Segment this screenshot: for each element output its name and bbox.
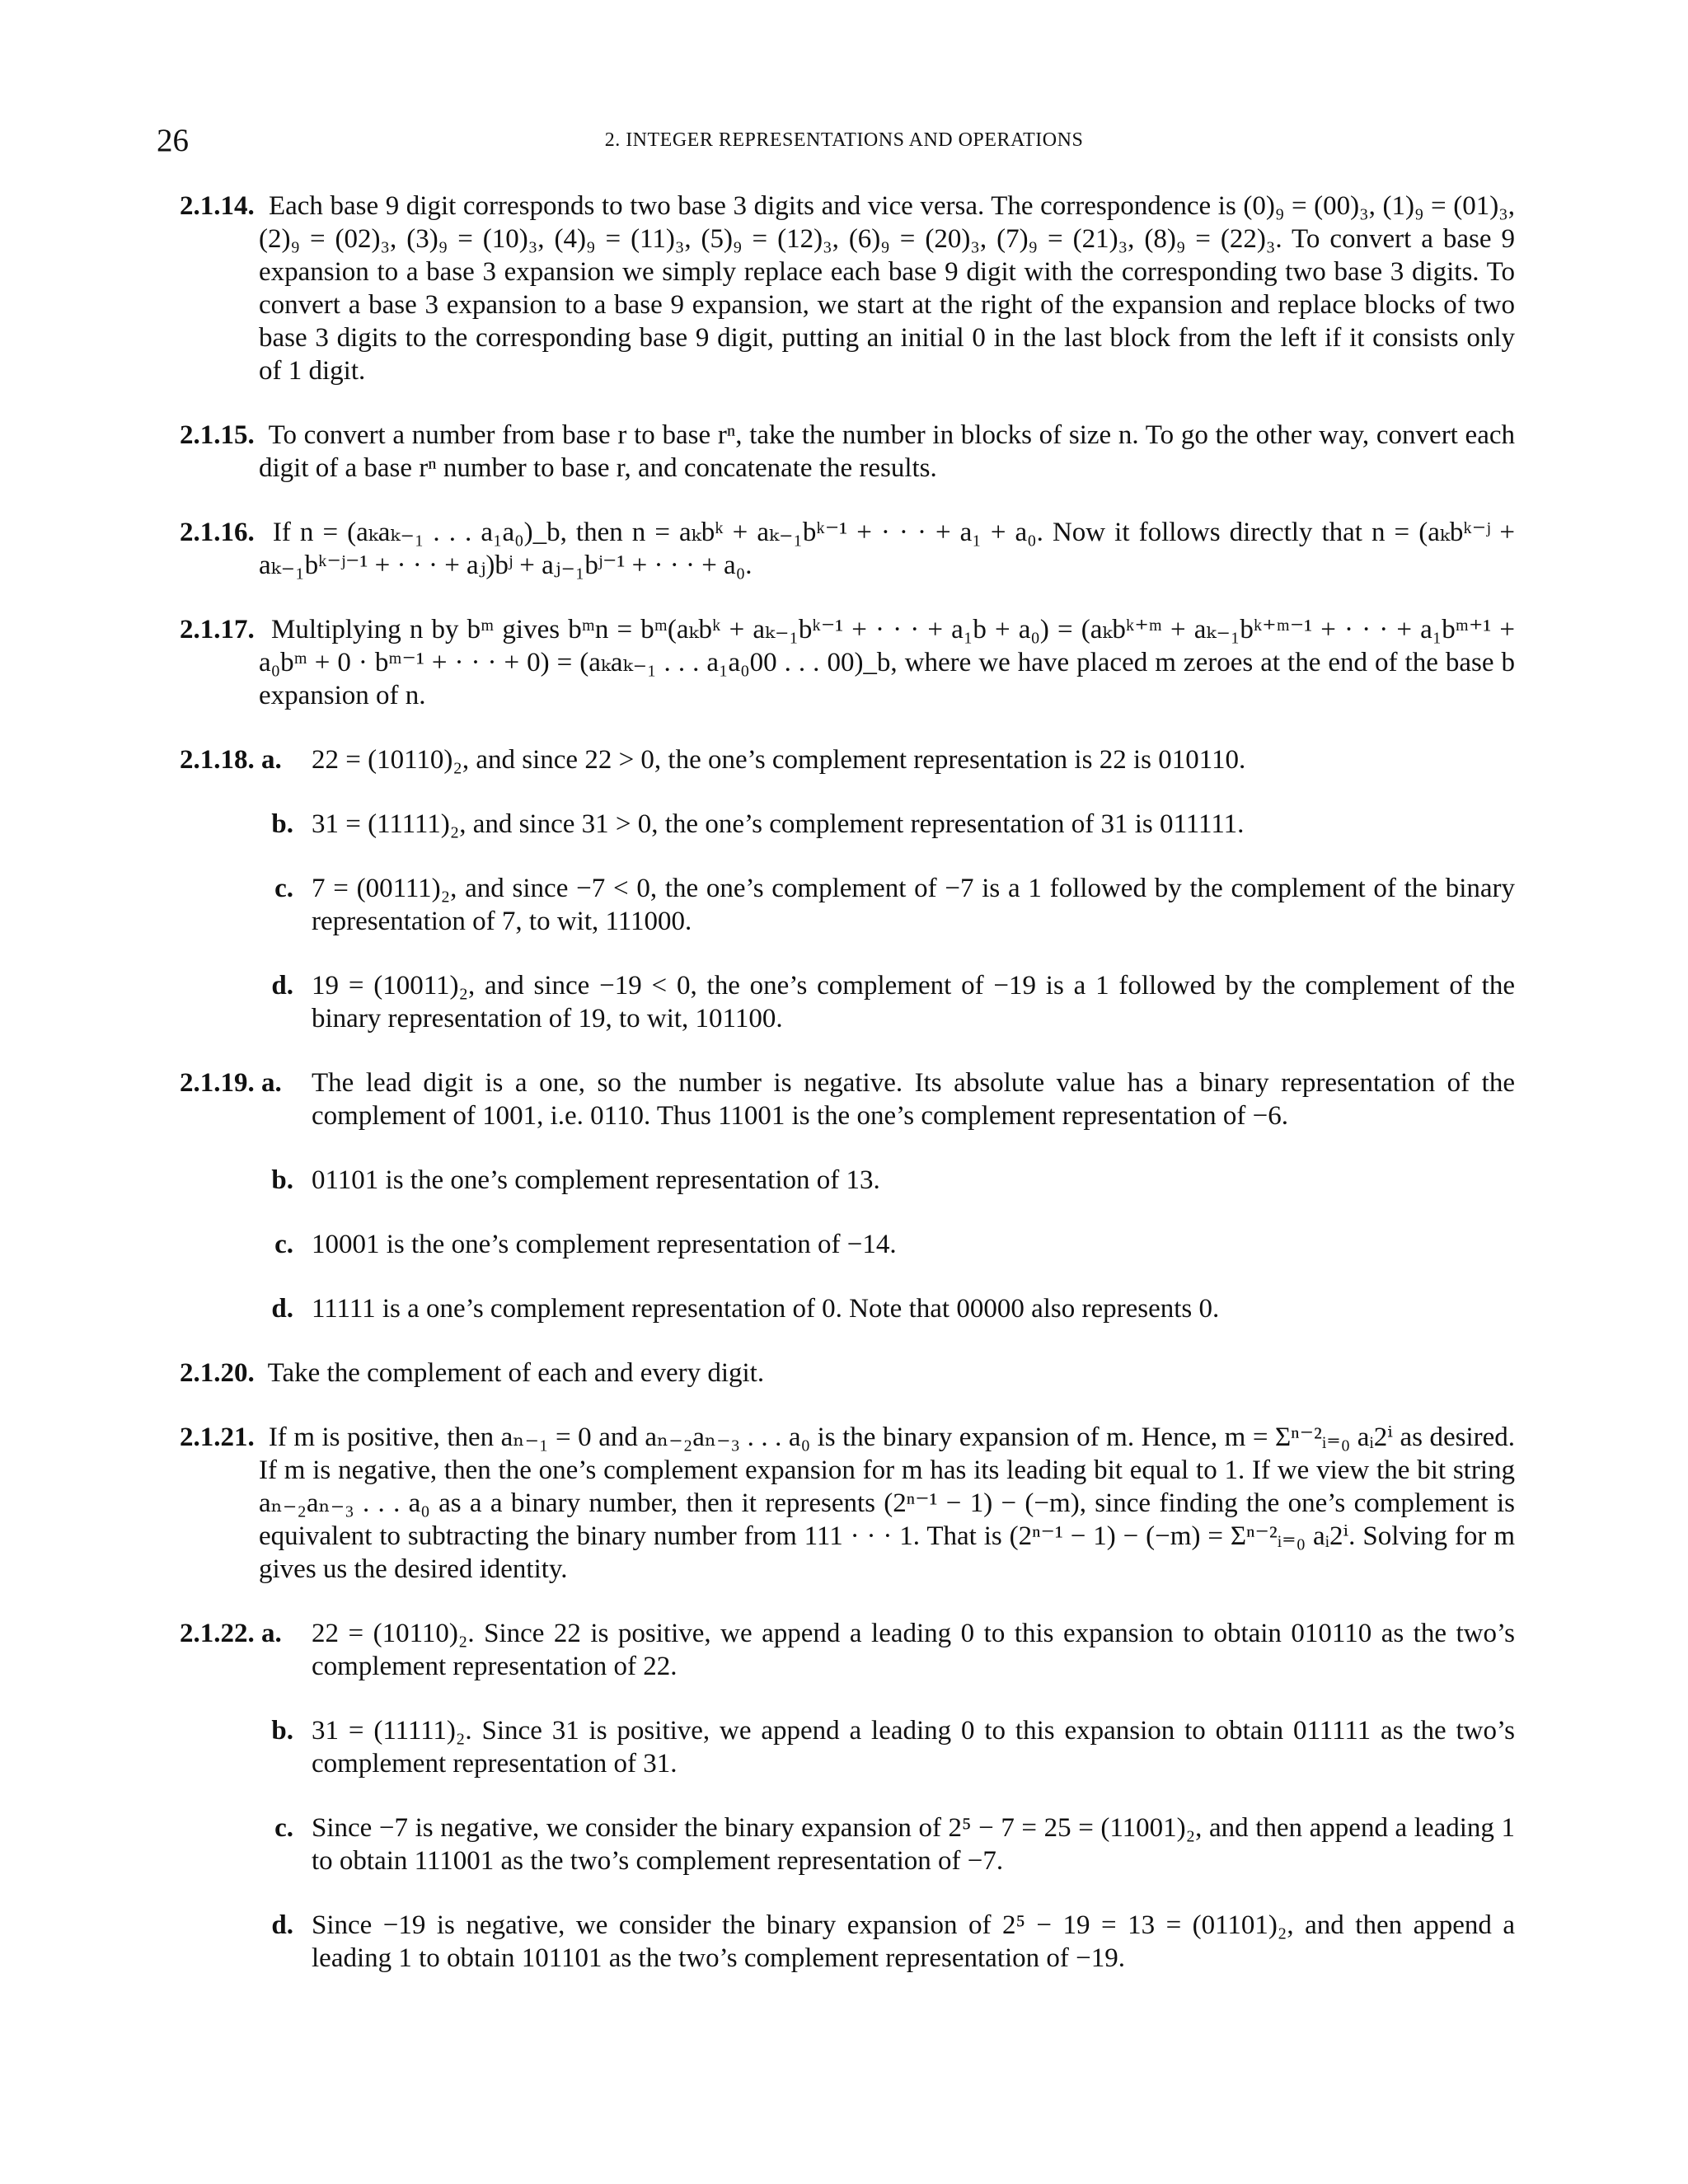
part-text: Since −7 is negative, we consider the binary expansion of 2⁵ − 7 = 25 = (11001)₂, and then append a leading 1 to obtain 111001 as the two’s complement representation of −7. [312,1813,1515,1876]
part-letter: c. [274,1230,293,1259]
problem-2-1-18-part-b [180,808,1515,841]
problem-2-1-19-part-c [180,1228,1515,1261]
problem-label: 2.1.21. [180,1422,255,1452]
problem-text: Take the complement of each and every digit. [267,1358,765,1388]
part-letter: a. [261,745,282,775]
page-number: 26 [157,123,189,158]
part-text: 31 = (11111)₂, and since 31 > 0, the one’s complement representation of 31 is 011111. [312,809,1245,839]
part-text: 01101 is the one’s complement representation of 13. [312,1165,880,1195]
problem-label: 2.1.18. [180,745,255,775]
part-text: 19 = (10011)₂, and since −19 < 0, the one’s complement of −19 is a 1 followed by the complement of the binary representation of 19, to wit, 101100. [312,971,1515,1033]
part-letter: b. [271,809,293,839]
problem-label: 2.1.15. [180,420,255,450]
problem-2-1-22-part-b [180,1714,1515,1780]
problem-text: Multiplying n by bᵐ gives bᵐn = bᵐ(aₖbᵏ + aₖ₋₁bᵏ⁻¹ + · · · + a₁b + a₀) = (aₖbᵏ⁺ᵐ + aₖ₋₁bᵏ⁺ᵐ⁻¹ + · · · + a₁bᵐ⁺¹ + a₀bᵐ + 0 · bᵐ⁻¹ + · · · + 0) = (aₖaₖ₋₁ . . . a₁a₀00 . . . 00)_b, where we have placed m zeroes at the end of the base b expansion of n. [259,615,1516,710]
problem-label: 2.1.22. [180,1619,255,1648]
problem-text: To convert a number from base r to base rⁿ, take the number in blocks of size n. To go the other way, convert each digit of a base rⁿ number to base r, and concatenate the results. [259,420,1516,483]
part-letter: b. [271,1716,293,1746]
part-label [180,1617,312,1683]
problem-2-1-15 [180,419,1515,485]
part-letter: d. [271,1294,293,1324]
running-header: 2. INTEGER REPRESENTATIONS AND OPERATIONS [604,129,1084,151]
part-letter: a. [261,1619,282,1648]
problem-2-1-16 [180,516,1515,582]
part-letter: a. [261,1068,282,1098]
problem-label: 2.1.17. [180,615,255,644]
part-text: 31 = (11111)₂. Since 31 is positive, we append a leading 0 to this expansion to obtain 011111 as the two’s complement representation of 31. [312,1716,1515,1779]
problem-text: If n = (aₖaₖ₋₁ . . . a₁a₀)_b, then n = aₖbᵏ + aₖ₋₁bᵏ⁻¹ + · · · + a₁ + a₀. Now it follows directly that n = (aₖbᵏ⁻ʲ + aₖ₋₁bᵏ⁻ʲ⁻¹ + · · · + aⱼ)bʲ + aⱼ₋₁bʲ⁻¹ + · · · + a₀. [259,518,1516,580]
problem-2-1-18-part-a [180,743,1515,776]
part-text: 11111 is a one’s complement representation of 0. Note that 00000 also represents 0. [312,1294,1220,1324]
part-text: The lead digit is a one, so the number is negative. Its absolute value has a binary representation of the complement of 1001, i.e. 0110. Thus 11001 is the one’s complement representation of −6. [312,1068,1515,1131]
part-letter: d. [271,1910,293,1940]
part-letter: c. [274,1813,293,1843]
problem-text: Each base 9 digit corresponds to two base 3 digits and vice versa. The correspondence is (0)₉ = (00)₃, (1)₉ = (01)₃, (2)₉ = (02)₃, (3)₉ = (10)₃, (4)₉ = (11)₃, (5)₉ = (12)₃, (6)₉ = (20)₃, (7)₉ = (21)₃, (8)₉ = (22)₃. To convert a base 9 expansion to a base 3 expansion we simply replace each base 9 digit with the corresponding two base 3 digits. To convert a base 3 expansion to a base 9 expansion, we start at the right of the expansion and replace blocks of two base 3 digits to the corresponding base 9 digit, putting an initial 0 in the last block from the left if it consists only of 1 digit. [259,191,1515,386]
problem-label: 2.1.20. [180,1358,255,1388]
problem-2-1-19-part-a [180,1066,1515,1132]
part-text: 10001 is the one’s complement representation of −14. [312,1230,897,1259]
part-letter: d. [271,971,293,1001]
problem-2-1-18-part-c [180,872,1515,938]
part-letter: b. [271,1165,293,1195]
problem-2-1-19-part-d [180,1292,1515,1325]
problem-2-1-19-part-b [180,1164,1515,1197]
problem-2-1-18-part-d [180,969,1515,1035]
part-label [180,1066,312,1132]
problem-2-1-22-part-a [180,1617,1515,1683]
problem-2-1-14 [180,190,1515,387]
problem-2-1-21 [180,1421,1515,1586]
problem-2-1-22-part-c [180,1811,1515,1877]
part-text: 22 = (10110)₂, and since 22 > 0, the one’s complement representation is 22 is 010110. [312,745,1246,775]
part-text: 22 = (10110)₂. Since 22 is positive, we append a leading 0 to this expansion to obtain 010110 as the two’s complement representation of 22. [312,1619,1515,1681]
part-text: Since −19 is negative, we consider the binary expansion of 2⁵ − 19 = 13 = (01101)₂, and then append a leading 1 to obtain 101101 as the two’s complement representation of −19. [312,1910,1515,1973]
page-body [180,190,1515,2006]
problem-label: 2.1.14. [180,191,255,221]
problem-label: 2.1.16. [180,518,255,547]
part-label [180,743,312,776]
problem-text: If m is positive, then aₙ₋₁ = 0 and aₙ₋₂aₙ₋₃ . . . a₀ is the binary expansion of m. Hence, m = Σⁿ⁻²ᵢ₌₀ aᵢ2ⁱ as desired. If m is negative, then the one’s complement expansion for m has its leading bit equal to 1. If we view the bit string aₙ₋₂aₙ₋₃ . . . a₀ as a a binary number, then it represents (2ⁿ⁻¹ − 1) − (−m), since finding the one’s complement is equivalent to subtracting the binary number from 111 · · · 1. That is (2ⁿ⁻¹ − 1) − (−m) = Σⁿ⁻²ᵢ₌₀ aᵢ2ⁱ. Solving for m gives us the desired identity. [259,1422,1516,1584]
part-text: 7 = (00111)₂, and since −7 < 0, the one’s complement of −7 is a 1 followed by the complement of the binary representation of 7, to wit, 111000. [312,874,1515,936]
part-letter: c. [274,874,293,903]
problem-2-1-17 [180,613,1515,712]
problem-label: 2.1.19. [180,1068,255,1098]
problem-2-1-20 [180,1357,1515,1390]
problem-2-1-22-part-d [180,1909,1515,1975]
